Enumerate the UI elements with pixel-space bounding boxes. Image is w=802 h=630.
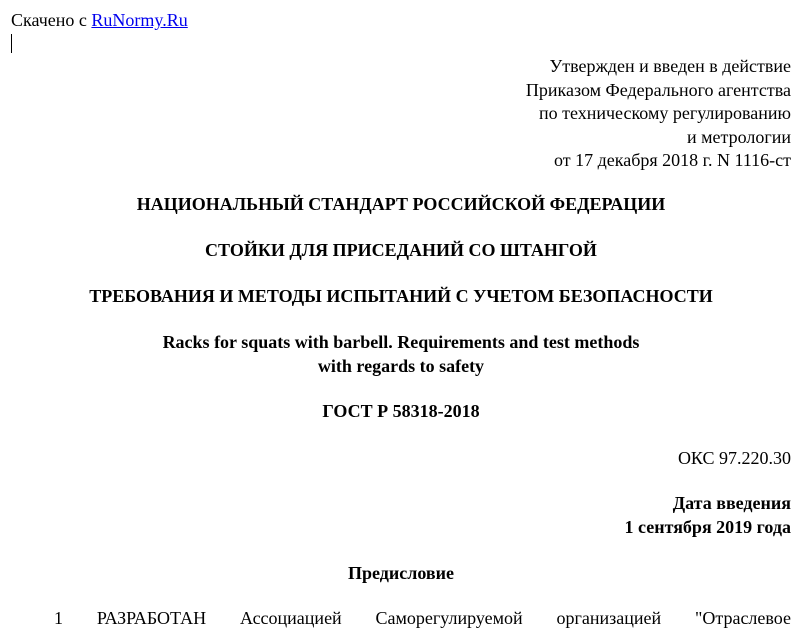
english-title [0,331,802,378]
source-link[interactable]: RuNormy.Ru [91,10,188,30]
subject-title: ТРЕБОВАНИЯ И МЕТОДЫ ИСПЫТАНИЙ С УЧЕТОМ БЕЗОПАСНОСТИ [89,286,713,306]
approval-line: от 17 декабря 2018 г. N 1116-ст [553,150,791,170]
introduction-date-block [625,492,791,539]
approval-line: Приказом Федерального агентства [525,79,791,100]
oks-code: ОКС 97.220.30 [677,448,791,468]
product-title: СТОЙКИ ДЛЯ ПРИСЕДАНИЙ СО ШТАНГОЙ [205,240,597,260]
introduction-label: Дата введения [672,493,791,513]
source-line [11,8,188,32]
english-title-line: with regards to safety [317,355,485,376]
approval-block [526,55,791,173]
standard-code: ГОСТ Р 58318-2018 [322,401,480,421]
source-prefix: Скачено с [11,10,87,30]
introduction-date: 1 сентября 2019 года [624,516,791,537]
text-cursor [11,34,12,53]
english-title-line: Racks for squats with barbell. Requirements and test methods [162,332,640,352]
preface-heading: Предисловие [348,563,454,583]
approval-line: по техническому регулированию [538,103,791,123]
preface-paragraph-1: 1 РАЗРАБОТАН Ассоциацией Саморегулируемой организацией "Отраслевое [54,608,791,628]
national-standard-title: НАЦИОНАЛЬНЫЙ СТАНДАРТ РОССИЙСКОЙ ФЕДЕРАЦИИ [136,194,666,214]
approval-line: и метрологии [687,126,791,147]
approval-line: Утвержден и введен в действие [549,56,791,76]
